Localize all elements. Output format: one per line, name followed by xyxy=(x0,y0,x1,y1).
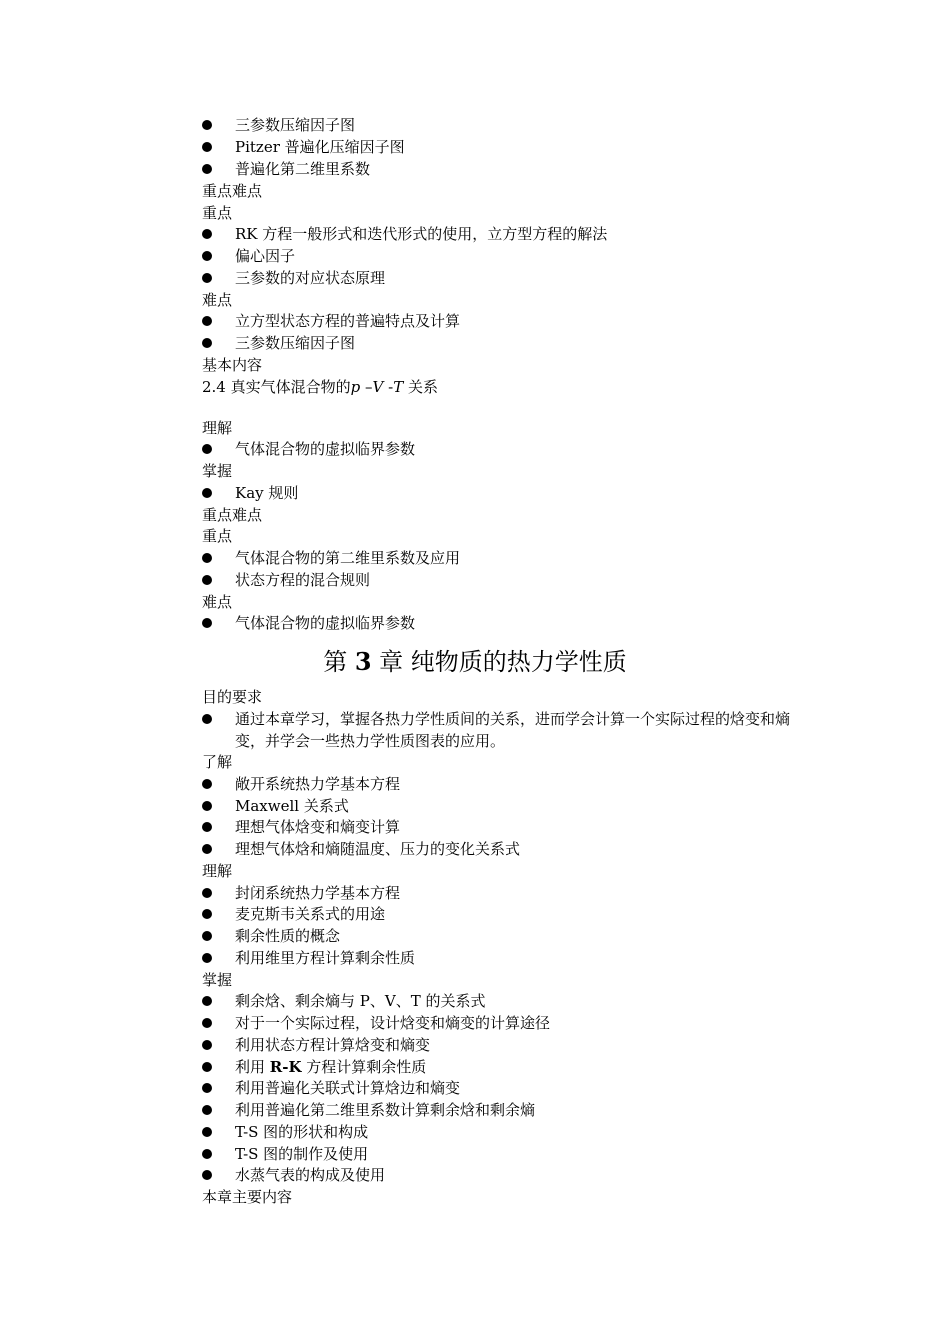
bullet-icon xyxy=(202,801,212,811)
bullet-icon xyxy=(202,888,212,898)
bullet-icon xyxy=(202,1040,212,1050)
bullet-icon xyxy=(202,714,212,724)
heading-difficult: 难点 xyxy=(202,291,233,309)
bullet-icon xyxy=(202,575,212,585)
bullet-icon xyxy=(202,1062,212,1072)
bullet-icon xyxy=(202,822,212,832)
bullet-icon xyxy=(202,229,212,239)
bullet-icon xyxy=(202,164,212,174)
heading-master: 掌握 xyxy=(202,462,233,480)
bullet-icon xyxy=(202,996,212,1006)
bullet-icon xyxy=(202,488,212,498)
bullet-icon xyxy=(202,316,212,326)
bullet-icon xyxy=(202,1105,212,1115)
heading-difficult: 难点 xyxy=(202,593,233,611)
heading-goal: 目的要求 xyxy=(202,688,263,706)
bullet-icon xyxy=(202,931,212,941)
heading-basic-content: 基本内容 xyxy=(202,356,263,374)
bullet-icon xyxy=(202,553,212,563)
heading-key-difficult: 重点难点 xyxy=(202,182,263,200)
heading-understand: 理解 xyxy=(202,419,233,437)
bullet-icon xyxy=(202,1127,212,1137)
heading-key: 重点 xyxy=(202,204,233,222)
bullet-icon xyxy=(202,338,212,348)
heading-main-content: 本章主要内容 xyxy=(202,1188,293,1206)
heading-key: 重点 xyxy=(202,527,233,545)
bullet-icon xyxy=(202,142,212,152)
bullet-icon xyxy=(202,844,212,854)
section-title: 2.4 真实气体混合物的p –V -T 关系 xyxy=(202,378,438,396)
heading-key-difficult: 重点难点 xyxy=(202,506,263,524)
bullet-icon xyxy=(202,1083,212,1093)
bullet-icon xyxy=(202,909,212,919)
bullet-icon xyxy=(202,779,212,789)
bullet-icon xyxy=(202,120,212,130)
bullet-icon xyxy=(202,1018,212,1028)
bullet-icon xyxy=(202,618,212,628)
bullet-icon xyxy=(202,1149,212,1159)
heading-master: 掌握 xyxy=(202,971,233,989)
heading-understand: 理解 xyxy=(202,862,233,880)
bullet-icon xyxy=(202,953,212,963)
bullet-icon xyxy=(202,1170,212,1180)
bullet-icon xyxy=(202,251,212,261)
bullet-icon xyxy=(202,444,212,454)
chapter-title: 第 3 章 纯物质的热力学性质 xyxy=(323,647,627,676)
bullet-icon xyxy=(202,273,212,283)
document-page: 三参数压缩因子图 Pitzer 普遍化压缩因子图 普遍化第二维里系数 重点难点 重点 RK 方程一般形式和迭代形式的使用，立方型方程的解法 偏心因子 三参数的对应状态原理 难点 立方型状态方程的普遍特点及计算 三参数压缩因子图 基本内容 2.4 真实气体混合物的p –V -T 关系 理解 气体混合物的虚拟临界参数 掌握 Kay 规则 重点难点 重点 气体混合物的第二维里系数及应用 状态方程的混合规则 难点 气体混合物的虚拟临界参数 第 3 章 纯物质的热力学性质 目的要求 通过本章学习，掌握各热力学性质间的关系，进而学会计算一个实际过程的焓变和熵变，并学会一些热力学性质图表的应用。 了解 敞开系统热力学基本方程 Maxwell 关系式 理想气体焓变和熵变计算 理想气体焓和熵随温度、压力的变化关系式 理解 封闭系统热力学基本方程 麦克斯韦关系式的用途 剩余性质的概念 利用维里方程计算剩余性质 掌握 剩余焓、剩余熵与 P、V、T 的关系式 对于一个实际过程，设计焓变和熵变的计算途径 利用状态方程计算焓变和熵变 利用 R-K 方程计算剩余性质 利用普遍化关联式计算焓边和熵变 利用普遍化第二维里系数计算剩余焓和剩余熵 T-S 图的形状和构成 T-S 图的制作及使用 水蒸气表的构成及使用 本章主要内容 xyxy=(0,0,950,1344)
heading-know: 了解 xyxy=(202,753,233,771)
